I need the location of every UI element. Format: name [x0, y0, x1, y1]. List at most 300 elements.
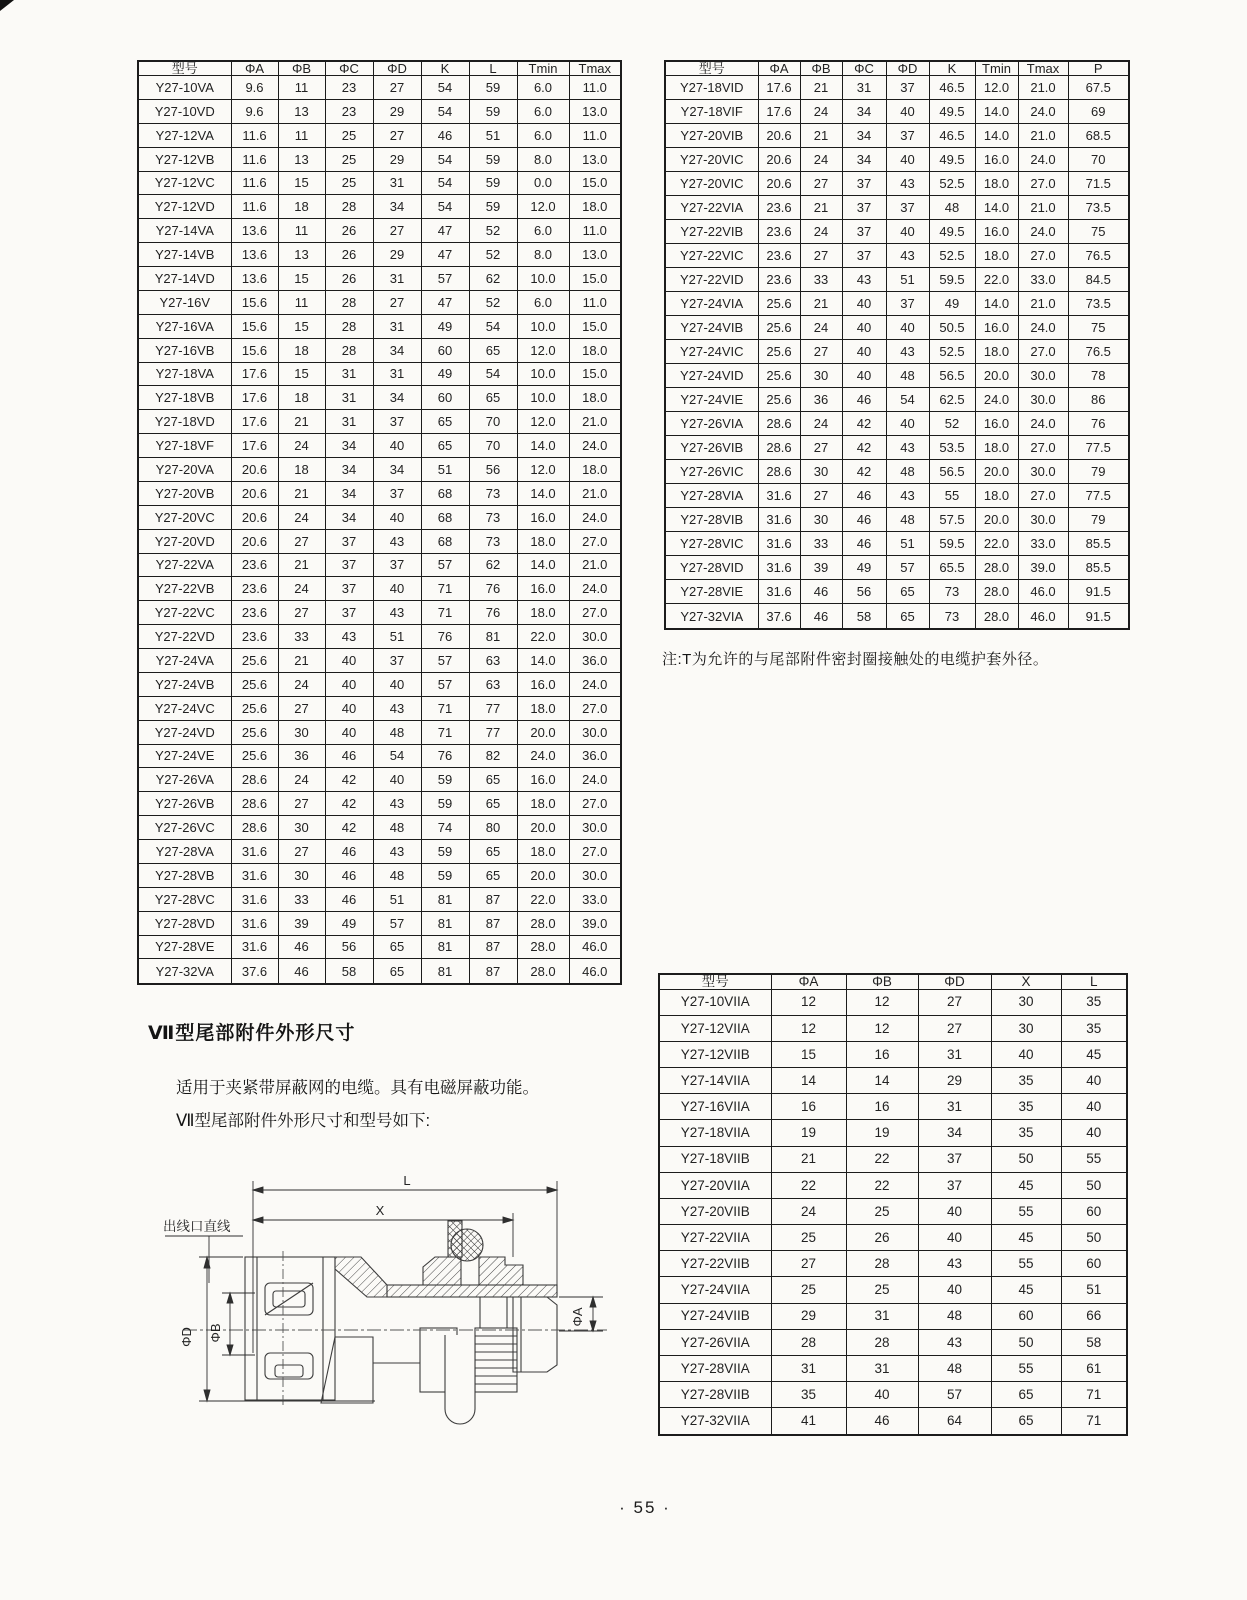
table-cell: Y27-24VD	[138, 720, 231, 744]
table-cell: 9.6	[231, 76, 278, 100]
table-cell: 34	[373, 195, 421, 219]
table-cell: 54	[421, 76, 469, 100]
table-cell: 34	[842, 100, 886, 124]
table-cell: Y27-22VB	[138, 577, 231, 601]
table-row	[659, 1068, 1127, 1094]
table-cell: 49	[929, 292, 975, 316]
table-cell: 18.0	[975, 244, 1018, 268]
table-cell: 65	[886, 580, 929, 604]
table-row	[659, 1120, 1127, 1146]
table-cell: 31	[373, 267, 421, 291]
table-cell: 30.0	[1018, 388, 1068, 412]
column-header: K	[929, 61, 975, 76]
table-cell: 29	[771, 1303, 846, 1329]
table-cell: 84.5	[1068, 268, 1129, 292]
table-cell: 21.0	[1018, 196, 1068, 220]
table-cell: 48	[929, 196, 975, 220]
table-row	[138, 434, 621, 458]
table-cell: 71	[421, 696, 469, 720]
table-cell: 34	[373, 458, 421, 482]
column-header: Tmin	[517, 61, 569, 76]
table-cell: 10.0	[517, 362, 569, 386]
table-cell: 59	[469, 99, 517, 123]
table-cell: 65	[421, 410, 469, 434]
column-header: Tmax	[569, 61, 621, 76]
table-cell: 31.6	[758, 556, 800, 580]
table-cell: 31	[373, 314, 421, 338]
table-cell: 71	[421, 601, 469, 625]
table-cell: 15	[278, 267, 325, 291]
table-cell: 59	[421, 792, 469, 816]
table-cell: 31.6	[231, 911, 278, 935]
table-cell: 77.5	[1068, 484, 1129, 508]
table-row	[138, 935, 621, 959]
table-cell: 37	[918, 1146, 991, 1172]
table-cell: 73	[469, 481, 517, 505]
table-cell: 11.0	[569, 219, 621, 243]
table-cell: 43	[918, 1329, 991, 1355]
table-cell: 30.0	[569, 720, 621, 744]
table-cell: Y27-12VD	[138, 195, 231, 219]
table-cell: 87	[469, 959, 517, 984]
table-cell: Y27-20VB	[138, 481, 231, 505]
table-cell: 12.0	[517, 195, 569, 219]
table-cell: 15.6	[231, 314, 278, 338]
table-cell: 68	[421, 481, 469, 505]
table-cell: Y27-32VIIA	[659, 1408, 771, 1435]
table-cell: 27	[800, 340, 842, 364]
table-cell: 21.0	[569, 410, 621, 434]
table-cell: 81	[421, 887, 469, 911]
table-row	[138, 601, 621, 625]
table-cell: 52	[469, 243, 517, 267]
table-row	[665, 268, 1129, 292]
table-cell: Y27-28VIB	[665, 508, 758, 532]
table-row	[138, 290, 621, 314]
table-cell: 73	[929, 604, 975, 629]
table-row	[138, 863, 621, 887]
table-cell: 37	[325, 553, 373, 577]
table-cell: Y27-28VC	[138, 887, 231, 911]
table-cell: 26	[325, 243, 373, 267]
table-cell: 68	[421, 505, 469, 529]
table-cell: Y27-22VD	[138, 625, 231, 649]
table-row	[665, 196, 1129, 220]
table-row	[138, 362, 621, 386]
table-cell: 17.6	[231, 434, 278, 458]
table-cell: 20.6	[231, 458, 278, 482]
table-cell: 13	[278, 147, 325, 171]
table-cell: 18.0	[569, 195, 621, 219]
table-row	[138, 76, 621, 100]
table-cell: 58	[325, 959, 373, 984]
table-cell: 24	[800, 148, 842, 172]
table-cell: Y27-26VIC	[665, 460, 758, 484]
table-cell: Y27-12VB	[138, 147, 231, 171]
table-cell: 16	[846, 1094, 918, 1120]
vi-type-dimensions-table	[664, 60, 1130, 630]
table-cell: 26	[325, 219, 373, 243]
column-header: ΦA	[771, 974, 846, 989]
table-cell: 11	[278, 290, 325, 314]
table-cell: Y27-16V	[138, 290, 231, 314]
table-cell: 56.5	[929, 364, 975, 388]
table-cell: 34	[325, 505, 373, 529]
table-cell: 76.5	[1068, 244, 1129, 268]
header-row	[138, 61, 621, 76]
table-cell: 45	[991, 1172, 1061, 1198]
table-cell: 16.0	[517, 577, 569, 601]
column-header: ΦC	[842, 61, 886, 76]
table-cell: 43	[373, 696, 421, 720]
table-cell: 25.6	[231, 744, 278, 768]
table-cell: 30.0	[569, 625, 621, 649]
table-cell: 42	[325, 816, 373, 840]
table-cell: 63	[469, 649, 517, 673]
column-header: Tmin	[975, 61, 1018, 76]
table-cell: 65	[469, 840, 517, 864]
table-cell: 50	[1061, 1225, 1127, 1251]
table-cell: 51	[373, 625, 421, 649]
column-header: ΦB	[278, 61, 325, 76]
table-cell: 40	[842, 292, 886, 316]
table-cell: 27	[800, 484, 842, 508]
table-cell: 24.0	[569, 434, 621, 458]
dim-label-l: L	[403, 1173, 411, 1188]
table-cell: 69	[1068, 100, 1129, 124]
vii-type-dimensions-table	[658, 973, 1128, 1436]
table-cell: 24.0	[1018, 316, 1068, 340]
table-row	[659, 1382, 1127, 1408]
table-cell: 30	[991, 989, 1061, 1015]
header-row	[659, 974, 1127, 989]
table-cell: Y27-26VIIA	[659, 1329, 771, 1355]
table-cell: 27	[278, 840, 325, 864]
table-row	[659, 1277, 1127, 1303]
table-cell: Y27-20VIB	[665, 124, 758, 148]
table-cell: Y27-20VIIA	[659, 1172, 771, 1198]
table-cell: 20.0	[517, 720, 569, 744]
table-row	[665, 124, 1129, 148]
table-cell: 51	[373, 887, 421, 911]
table-cell: 40	[373, 577, 421, 601]
table-cell: 18.0	[975, 484, 1018, 508]
table-row	[659, 1225, 1127, 1251]
table-cell: 10.0	[517, 267, 569, 291]
table-cell: 48	[373, 816, 421, 840]
table-cell: 30	[800, 460, 842, 484]
table-cell: 47	[421, 219, 469, 243]
table-cell: 65	[469, 338, 517, 362]
table-cell: 55	[991, 1198, 1061, 1224]
table-cell: Y27-28VA	[138, 840, 231, 864]
table-cell: 27.0	[569, 792, 621, 816]
table-cell: 24	[800, 220, 842, 244]
table-cell: 49	[421, 362, 469, 386]
table-cell: 18	[278, 195, 325, 219]
table-cell: 66	[1061, 1303, 1127, 1329]
table-cell: 15.0	[569, 362, 621, 386]
table-cell: 16	[771, 1094, 846, 1120]
table-cell: 40	[886, 148, 929, 172]
table-cell: 24	[800, 412, 842, 436]
table-cell: 56	[325, 935, 373, 959]
table-cell: 31	[918, 1094, 991, 1120]
table-cell: 43	[373, 529, 421, 553]
table-cell: 12	[846, 989, 918, 1015]
table-row	[138, 553, 621, 577]
table-cell: 24	[278, 768, 325, 792]
table-cell: 71	[421, 720, 469, 744]
table-cell: 18.0	[975, 172, 1018, 196]
table-cell: 57	[886, 556, 929, 580]
table-cell: 24	[771, 1198, 846, 1224]
table-cell: 31	[846, 1303, 918, 1329]
table-cell: 62	[469, 267, 517, 291]
table-row	[665, 580, 1129, 604]
table-cell: Y27-20VIC	[665, 172, 758, 196]
table-cell: 55	[991, 1251, 1061, 1277]
section-heading: Ⅶ型尾部附件外形尺寸	[148, 1023, 356, 1044]
table-cell: 25.6	[758, 364, 800, 388]
table-row	[665, 508, 1129, 532]
table-cell: 40	[325, 696, 373, 720]
table-cell: Y27-26VB	[138, 792, 231, 816]
column-header: ΦB	[846, 974, 918, 989]
table-cell: 46	[800, 580, 842, 604]
table-cell: 35	[991, 1094, 1061, 1120]
table-cell: 77.5	[1068, 436, 1129, 460]
table-cell: 52	[929, 412, 975, 436]
table-cell: 24.0	[569, 577, 621, 601]
table-cell: 14.0	[517, 481, 569, 505]
table-cell: 24	[278, 505, 325, 529]
table-row	[138, 338, 621, 362]
column-header: 型号	[138, 61, 231, 76]
table-cell: 37	[842, 244, 886, 268]
table-cell: 40	[886, 412, 929, 436]
table-cell: 73	[929, 580, 975, 604]
table-row	[138, 243, 621, 267]
table-cell: 25.6	[758, 316, 800, 340]
table-cell: 81	[421, 911, 469, 935]
table-cell: 51	[886, 532, 929, 556]
section-body	[176, 1072, 636, 1138]
table-cell: 43	[886, 172, 929, 196]
table-cell: 65.5	[929, 556, 975, 580]
table-cell: 23	[325, 76, 373, 100]
table-cell: 29	[918, 1068, 991, 1094]
table-cell: Y27-18VA	[138, 362, 231, 386]
table-row	[138, 267, 621, 291]
table-cell: 46.5	[929, 76, 975, 100]
table-cell: 36.0	[569, 744, 621, 768]
table-cell: 46	[842, 508, 886, 532]
table-cell: 37	[842, 172, 886, 196]
table-cell: 14.0	[975, 124, 1018, 148]
table-row	[659, 1355, 1127, 1381]
table-cell: 82	[469, 744, 517, 768]
table-cell: 21.0	[1018, 292, 1068, 316]
table-cell: Y27-24VIA	[665, 292, 758, 316]
table-cell: Y27-14VD	[138, 267, 231, 291]
column-header: X	[991, 974, 1061, 989]
table-cell: 43	[886, 340, 929, 364]
table-cell: 21.0	[569, 481, 621, 505]
table-cell: 20.0	[975, 508, 1018, 532]
table-cell: 70	[1068, 148, 1129, 172]
table-cell: 35	[1061, 989, 1127, 1015]
table-cell: 28.0	[517, 935, 569, 959]
table-cell: 37	[325, 577, 373, 601]
table-cell: 13	[278, 99, 325, 123]
table-cell: 20.6	[758, 148, 800, 172]
table-cell: Y27-24VIB	[665, 316, 758, 340]
table-cell: 28.0	[517, 911, 569, 935]
table-cell: 51	[886, 268, 929, 292]
table-cell: 34	[842, 148, 886, 172]
table-cell: 11.0	[569, 76, 621, 100]
table-cell: Y27-20VIC	[665, 148, 758, 172]
table-cell: 25.6	[231, 696, 278, 720]
table-cell: Y27-10VA	[138, 76, 231, 100]
table-cell: 54	[373, 744, 421, 768]
table-cell: 28	[325, 338, 373, 362]
table-row	[665, 316, 1129, 340]
table-row	[665, 484, 1129, 508]
table-cell: 18	[278, 338, 325, 362]
table-cell: 54	[469, 362, 517, 386]
table-cell: 67.5	[1068, 76, 1129, 100]
table-cell: 52	[469, 219, 517, 243]
table-cell: 31.6	[231, 887, 278, 911]
table-cell: 73.5	[1068, 196, 1129, 220]
table-cell: 60	[421, 338, 469, 362]
table-cell: Y27-18VB	[138, 386, 231, 410]
table-cell: 25	[325, 171, 373, 195]
table-cell: 22.0	[517, 887, 569, 911]
table-cell: 77	[469, 696, 517, 720]
table-cell: 15.0	[569, 314, 621, 338]
table-cell: Y27-22VIA	[665, 196, 758, 220]
table-cell: 11.6	[231, 195, 278, 219]
table-cell: 23.6	[231, 577, 278, 601]
table-cell: 46	[846, 1408, 918, 1435]
table-cell: 14.0	[975, 196, 1018, 220]
table-row	[659, 1251, 1127, 1277]
table-cell: 40	[842, 316, 886, 340]
table-row	[665, 412, 1129, 436]
table-cell: 51	[1061, 1277, 1127, 1303]
table-cell: 12.0	[975, 76, 1018, 100]
table-cell: 14.0	[975, 100, 1018, 124]
table-cell: 31	[771, 1355, 846, 1381]
table-cell: 28	[846, 1329, 918, 1355]
column-header: ΦC	[325, 61, 373, 76]
table-cell: 23.6	[231, 625, 278, 649]
table-cell: 25	[325, 123, 373, 147]
table-cell: 26	[846, 1225, 918, 1251]
table-cell: 50	[991, 1146, 1061, 1172]
table-cell: 71	[1061, 1382, 1127, 1408]
table-cell: 81	[469, 625, 517, 649]
table-cell: 13	[278, 243, 325, 267]
table-cell: 17.6	[231, 410, 278, 434]
table-cell: 24.0	[569, 672, 621, 696]
table-cell: 64	[918, 1408, 991, 1435]
table-cell: 17.6	[231, 386, 278, 410]
table-cell: 40	[373, 505, 421, 529]
table-cell: 46	[325, 863, 373, 887]
table-cell: 20.0	[975, 460, 1018, 484]
table-cell: 21	[278, 649, 325, 673]
table-cell: 40	[373, 434, 421, 458]
table-cell: 28.6	[231, 792, 278, 816]
table-cell: 16.0	[517, 672, 569, 696]
table-cell: 54	[421, 171, 469, 195]
table-cell: 37	[373, 649, 421, 673]
table-row	[138, 887, 621, 911]
table-cell: 13.6	[231, 267, 278, 291]
table-row	[659, 1198, 1127, 1224]
table-row	[659, 1094, 1127, 1120]
table-cell: 56	[842, 580, 886, 604]
table-cell: 33.0	[1018, 532, 1068, 556]
table-cell: 77	[469, 720, 517, 744]
table-cell: 6.0	[517, 76, 569, 100]
table-cell: 37	[325, 601, 373, 625]
table-row	[138, 147, 621, 171]
table-cell: Y27-22VA	[138, 553, 231, 577]
table-cell: 75	[1068, 316, 1129, 340]
table-cell: 35	[991, 1068, 1061, 1094]
table-cell: 24.0	[1018, 148, 1068, 172]
table-cell: 14	[771, 1068, 846, 1094]
table-cell: 18.0	[569, 458, 621, 482]
column-header: ΦD	[886, 61, 929, 76]
table-row	[665, 532, 1129, 556]
table-cell: 30.0	[569, 863, 621, 887]
table-row	[138, 481, 621, 505]
table-cell: 59	[421, 863, 469, 887]
table-cell: 19	[771, 1120, 846, 1146]
table-row	[665, 244, 1129, 268]
table-cell: 48	[886, 364, 929, 388]
table-cell: 27	[373, 219, 421, 243]
table-note: 注:T为允许的与尾部附件密封圈接触处的电缆护套外径。	[662, 651, 1049, 668]
table-cell: 6.0	[517, 219, 569, 243]
section-body-line1: 适用于夹紧带屏蔽网的电缆。具有电磁屏蔽功能。	[176, 1079, 539, 1097]
table-cell: 25.6	[758, 292, 800, 316]
column-header: 型号	[659, 974, 771, 989]
table-cell: 65	[469, 863, 517, 887]
table-cell: 33	[278, 625, 325, 649]
table-cell: 58	[1061, 1329, 1127, 1355]
table-cell: 20.6	[758, 124, 800, 148]
table-cell: 28.0	[975, 604, 1018, 629]
table-cell: 31	[325, 362, 373, 386]
table-cell: 46.0	[1018, 604, 1068, 629]
table-row	[665, 460, 1129, 484]
table-cell: 18.0	[517, 792, 569, 816]
column-header: L	[1061, 974, 1127, 989]
table-cell: 62.5	[929, 388, 975, 412]
table-cell: 20.0	[975, 364, 1018, 388]
table-cell: 10.0	[517, 314, 569, 338]
table-cell: 55	[929, 484, 975, 508]
table-cell: 40	[325, 720, 373, 744]
table-cell: 24.0	[569, 768, 621, 792]
